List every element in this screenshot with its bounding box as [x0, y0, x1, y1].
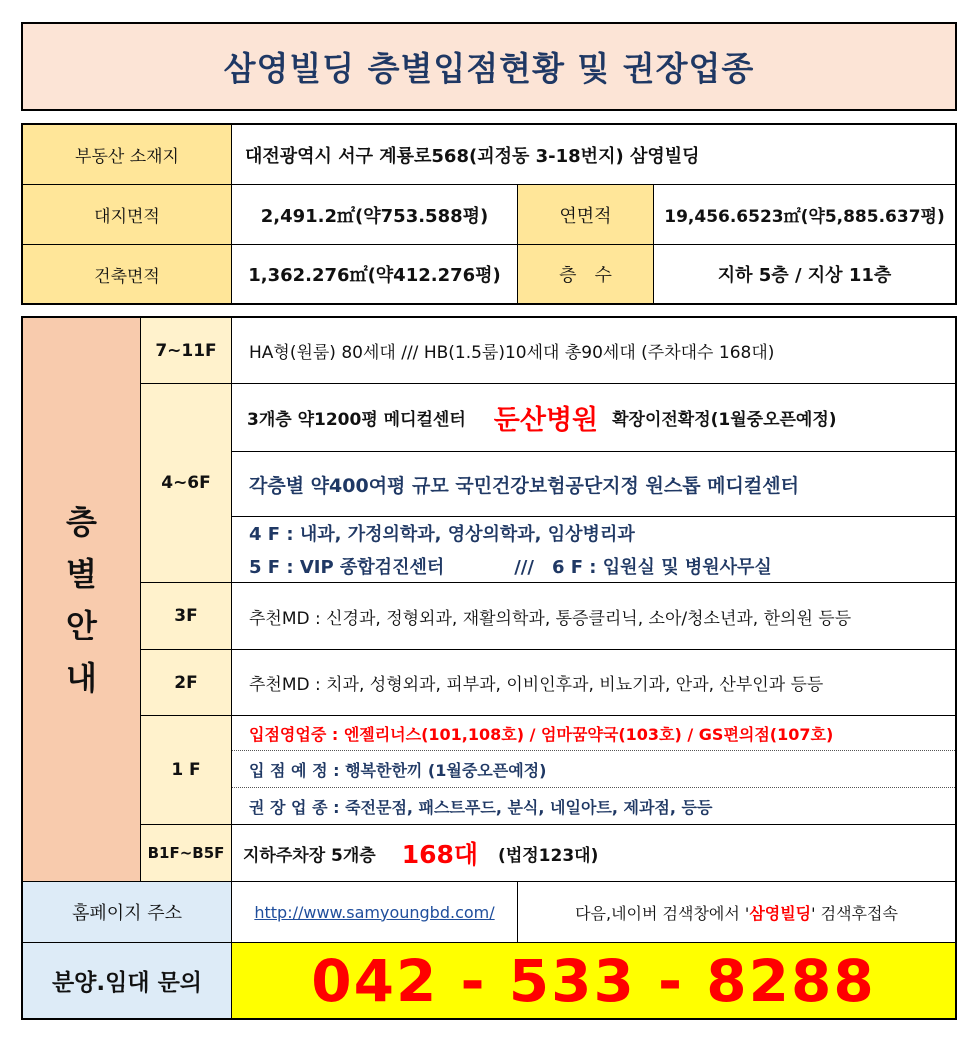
floor-3-text: 추천MD : 신경과, 정형외과, 재활의학과, 통증클리닉, 소아/청소년과, 한의원 등등 [249, 608, 852, 629]
floor-1-planned-tenants: 입 점 예 정 : 행복한한끼 (1월중오픈예정) [249, 760, 547, 780]
parking-count: 168대 [401, 840, 479, 869]
homepage-label: 홈페이지 주소 [23, 882, 231, 942]
total-area-label: 연면적 [518, 185, 653, 244]
floor-label-7-11: 7~11F [155, 340, 217, 361]
location-value: 대전광역시 서구 계룡로568(괴정동 3-18번지) 삼영빌딩 [245, 145, 700, 167]
land-area-value: 2,491.2㎡(약753.588평) [260, 205, 489, 227]
total-area-value: 19,456.6523㎡(약5,885.637평) [664, 207, 945, 227]
location-label: 부동산 소재지 [23, 125, 231, 184]
floor-7-11-text: HA형(원룸) 80세대 /// HB(1.5룸)10세대 총90세대 (주차대수 168대) [249, 343, 775, 363]
floor-4-6-scale: 각층별 약400여평 규모 국민건강보험공단지정 원스톱 메디컬센터 [249, 474, 799, 497]
info-table [21, 123, 957, 305]
floors-value: 지하 5층 / 지상 11층 [717, 265, 892, 286]
building-area-label: 건축면적 [23, 245, 231, 303]
homepage-search-hint: 다음,네이버 검색창에서 ' 삼영빌딩 ' 검색후접속 [518, 882, 955, 942]
floor-1-current-tenants: 입점영업중 : 엔젤리너스(101,108호) / 엄마꿈약국(103호) / GS편의점(107호) [249, 724, 834, 744]
contact-phone[interactable]: 042 - 533 - 8288 [311, 946, 876, 1015]
floor-guide-title: 층 별 안 내 [23, 318, 140, 881]
land-area-label: 대지면적 [23, 185, 231, 244]
floor-guide-table [21, 316, 957, 1020]
floors-label: 층 수 [518, 245, 653, 303]
floor-2-text: 추천MD : 치과, 성형외과, 피부과, 이비인후과, 비뇨기과, 안과, 산부인과 등등 [249, 675, 824, 695]
floor-label-2: 2F [174, 672, 198, 693]
floor-1-recommended: 권 장 업 종 : 죽전문점, 패스트푸드, 분식, 네일아트, 제과점, 등등 [249, 797, 713, 817]
homepage-url-cell [232, 882, 517, 942]
floor-label-3: 3F [174, 606, 198, 626]
floor-label-4-6: 4~6F [161, 473, 211, 493]
contact-label: 분양.임대 문의 [23, 943, 231, 1018]
contact-phone-cell [232, 943, 955, 1018]
floor-4-6-detail-1: 4 F : 내과, 가정의학과, 영상의학과, 임상병리과 [249, 524, 635, 545]
floor-label-1: 1 F [171, 760, 201, 780]
hospital-name: 둔산병원 [493, 405, 599, 436]
building-area-value: 1,362.276㎡(약412.276평) [248, 265, 501, 286]
page-title: 삼영빌딩 층별입점현황 및 권장업종 [223, 49, 755, 88]
floor-4-6-medical-center: 3개층 약1200평 메디컬센터 둔산병원 확장이전확정(1월중오픈예정) [247, 384, 953, 451]
homepage-link[interactable]: http://www.samyoungbd.com/ [254, 902, 495, 922]
title-box [21, 22, 957, 111]
floor-label-b1-b5: B1F~B5F [147, 844, 225, 862]
floor-b1-b5-parking: 지하주차장 5개층 168대 (법정123대) [243, 825, 949, 881]
floor-4-6-detail-2: 5 F : VIP 종합검진센터 /// 6 F : 입원실 및 병원사무실 [249, 557, 772, 578]
search-keyword: 삼영빌딩 [749, 903, 812, 923]
